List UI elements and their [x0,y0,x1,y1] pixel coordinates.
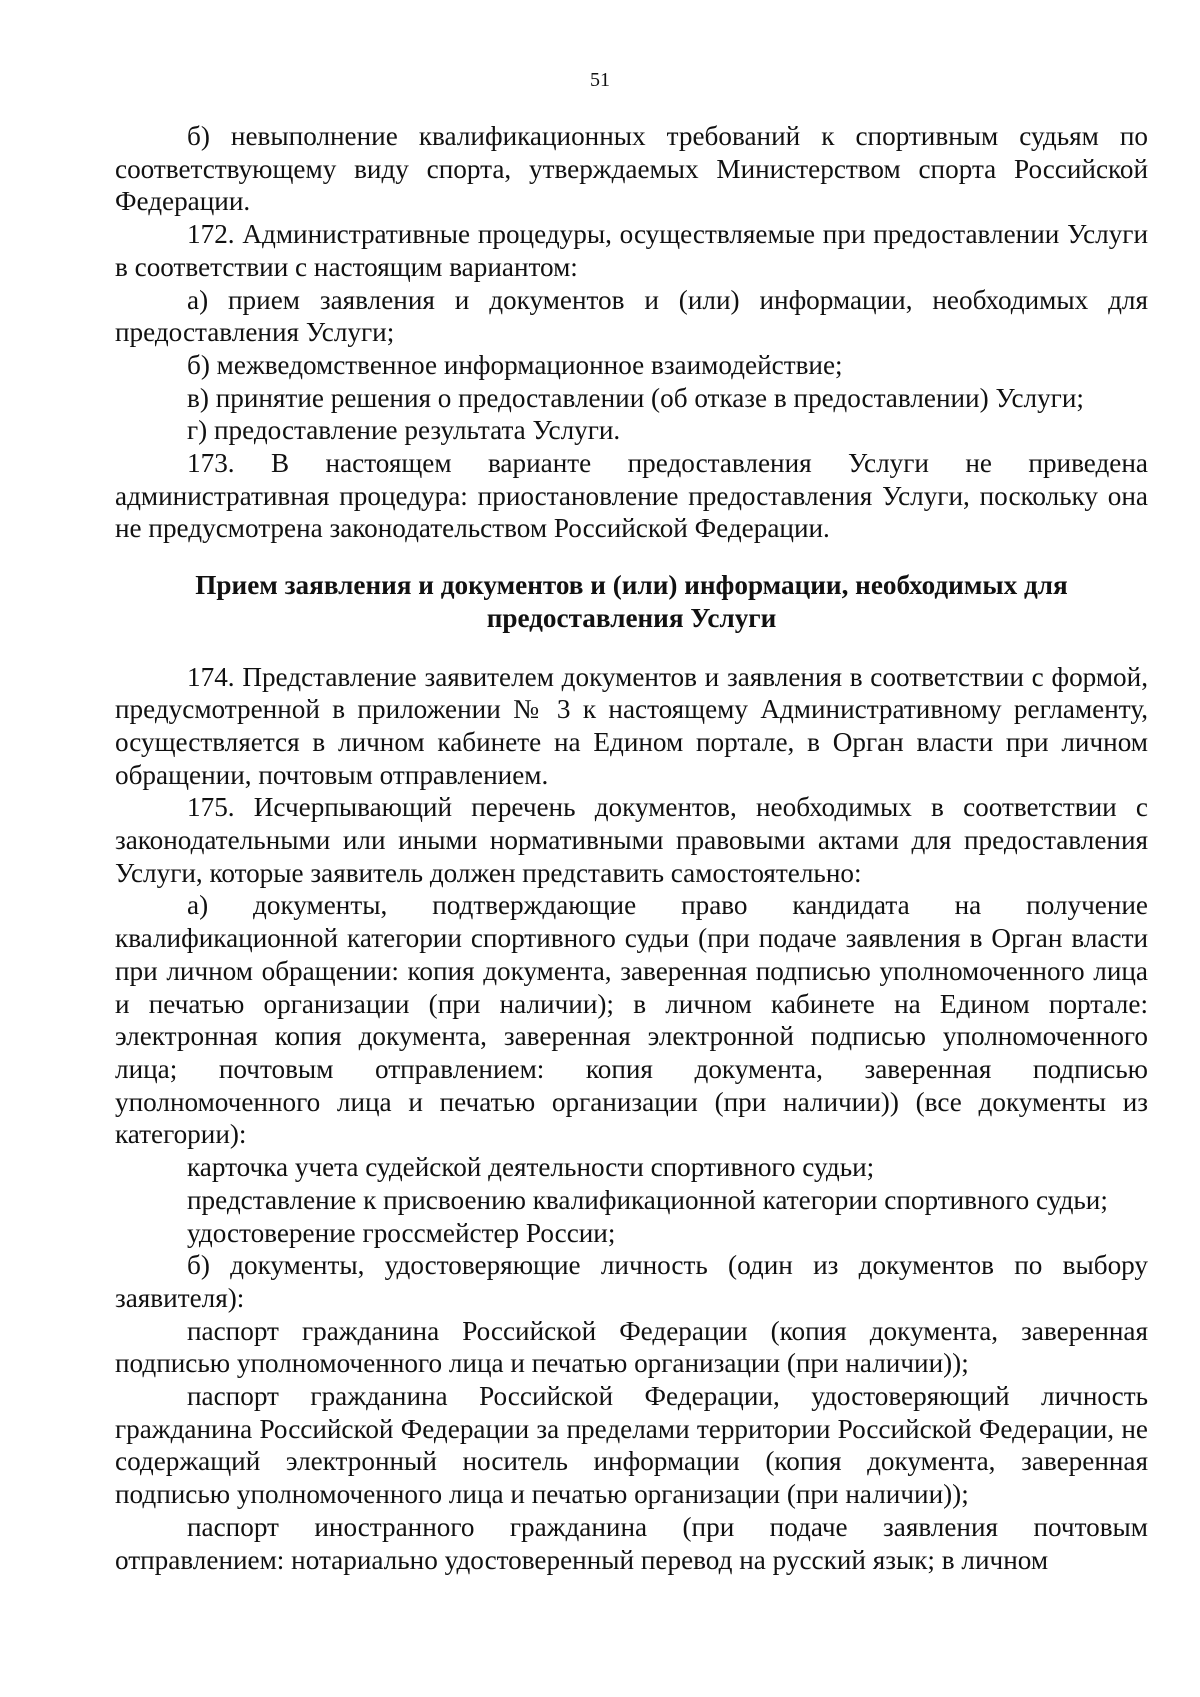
list-item-b-identity: б) документы, удостоверяющие личность (один из документов по выбору заявителя): [115,1250,1148,1313]
list-item-b: б) межведомственное информационное взаимодействие; [187,349,843,380]
page-number: 51 [590,69,610,91]
paragraph-174: 174. Представление заявителем документов и заявления в соответствии с формой, предусмотренной в приложении № 3 к настоящему Административному регламенту, осуществляется в личном кабинете на Едином портале, в Орган власти при личном обращении, почтовым отправлением. [115,661,1148,790]
document-item-foreign-passport-rf: паспорт гражданина Российской Федерации, удостоверяющий личность гражданина Российской Федерации за пределами территории Российской Федерации, не содержащий электронный носитель информации (копия документа, заверенная подписью уполномоченного лица и печатью организации (при наличии)); [115,1381,1148,1510]
document-body [115,120,1148,1576]
document-item-foreign-citizen-passport: паспорт иностранного гражданина (при подаче заявления почтовым отправлением: нотариально удостоверенный перевод на русский язык; в личном [115,1511,1148,1575]
section-heading: Прием заявления и документов и (или) информации, необходимых для предоставления Услуги [195,570,1068,633]
paragraph-172: 172. Административные процедуры, осуществляемые при предоставлении Услуги в соответствии с настоящим вариантом: [115,219,1148,282]
document-item-grandmaster: удостоверение гроссмейстер России; [187,1217,616,1248]
list-item-g: г) предоставление результата Услуги. [187,415,621,446]
list-item-a: а) прием заявления и документов и (или) информации, необходимых для предоставления Услуги; [115,284,1148,348]
document-item-passport-rf: паспорт гражданина Российской Федерации (копия документа, заверенная подписью уполномоченного лица и печатью организации (при наличии)); [115,1315,1148,1379]
paragraph-175: 175. Исчерпывающий перечень документов, необходимых в соответствии с законодательными или иными нормативными правовыми актами для предоставления Услуги, которые заявитель должен представить самостоятельно: [115,792,1148,888]
paragraph-173: 173. В настоящем варианте предоставления Услуги не приведена административная процедура: приостановление предоставления Услуги, поскольку она не предусмотрена законодательством Российской Федерации. [115,448,1148,544]
list-item-v: в) принятие решения о предоставлении (об отказе в предоставлении) Услуги; [187,382,1084,413]
document-item-judge-card: карточка учета судейской деятельности спортивного судьи; [187,1152,875,1183]
document-item-nomination: представление к присвоению квалификационной категории спортивного судьи; [187,1184,1108,1215]
list-item-a-documents: а) документы, подтверждающие право кандидата на получение квалификационной категории спортивного судьи (при подаче заявления в Орган власти при личном обращении: копия документа, заверенная подписью уполномоченного лица и печатью организации (при наличии); в личном кабинете на Едином портале: электронная копия документа, заверенная электронной подписью уполномоченного лица; почтовым отправлением: копия документа, заверенная подписью уполномоченного лица и печатью организации (при наличии)) (все документы из категории): [115,890,1148,1150]
paragraph-b-qualification: б) невыполнение квалификационных требований к спортивным судьям по соответствующему виду спорта, утверждаемых Министерством спорта Российской Федерации. [115,121,1148,217]
